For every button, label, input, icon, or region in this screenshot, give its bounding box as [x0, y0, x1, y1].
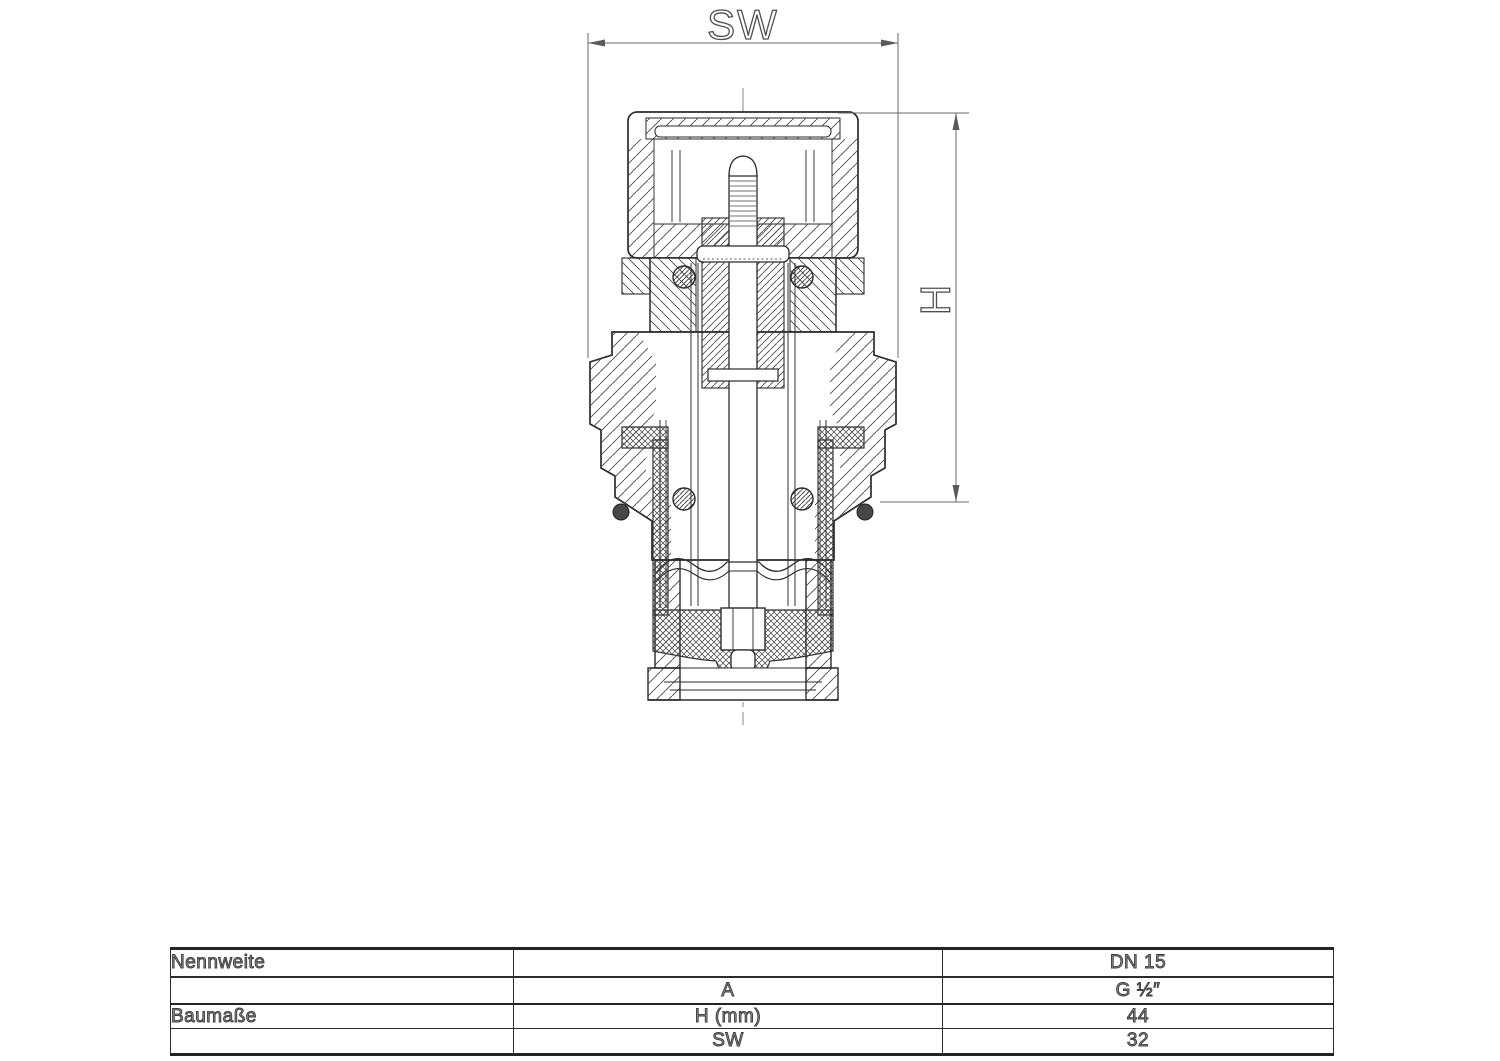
o-ring-side-left [613, 504, 629, 520]
o-ring-upper-right [791, 266, 813, 288]
spec-value-cell: 32 [943, 1029, 1334, 1055]
table-row [171, 1029, 1334, 1055]
table-row [171, 977, 1334, 1004]
spec-param-cell: H (mm) [514, 1004, 943, 1029]
o-ring-side-right [857, 504, 873, 520]
spec-group-cell: Baumaße [171, 1004, 514, 1029]
spring-plate [697, 246, 789, 262]
spec-param-cell: A [514, 977, 943, 1004]
o-ring-lower-left [673, 488, 695, 510]
spec-table [170, 947, 1334, 1056]
spec-group-cell [171, 1029, 514, 1055]
spec-param-cell: SW [514, 1029, 943, 1055]
spec-value-cell: DN 15 [943, 949, 1334, 978]
h-dimension-label: H [912, 284, 959, 316]
spec-param-cell [514, 949, 943, 978]
table-row [171, 949, 1334, 978]
spec-group-cell: Nennweite [171, 949, 514, 978]
sw-dimension-label: SW [707, 1, 779, 48]
spec-table-wrapper [170, 947, 1330, 1057]
table-row [171, 1004, 1334, 1029]
o-ring-lower-right [791, 488, 813, 510]
o-ring-upper-left [673, 266, 695, 288]
spec-value-cell: G ½″ [943, 977, 1334, 1004]
spec-group-cell [171, 977, 514, 1004]
washer [708, 369, 778, 381]
spec-value-cell: 44 [943, 1004, 1334, 1029]
